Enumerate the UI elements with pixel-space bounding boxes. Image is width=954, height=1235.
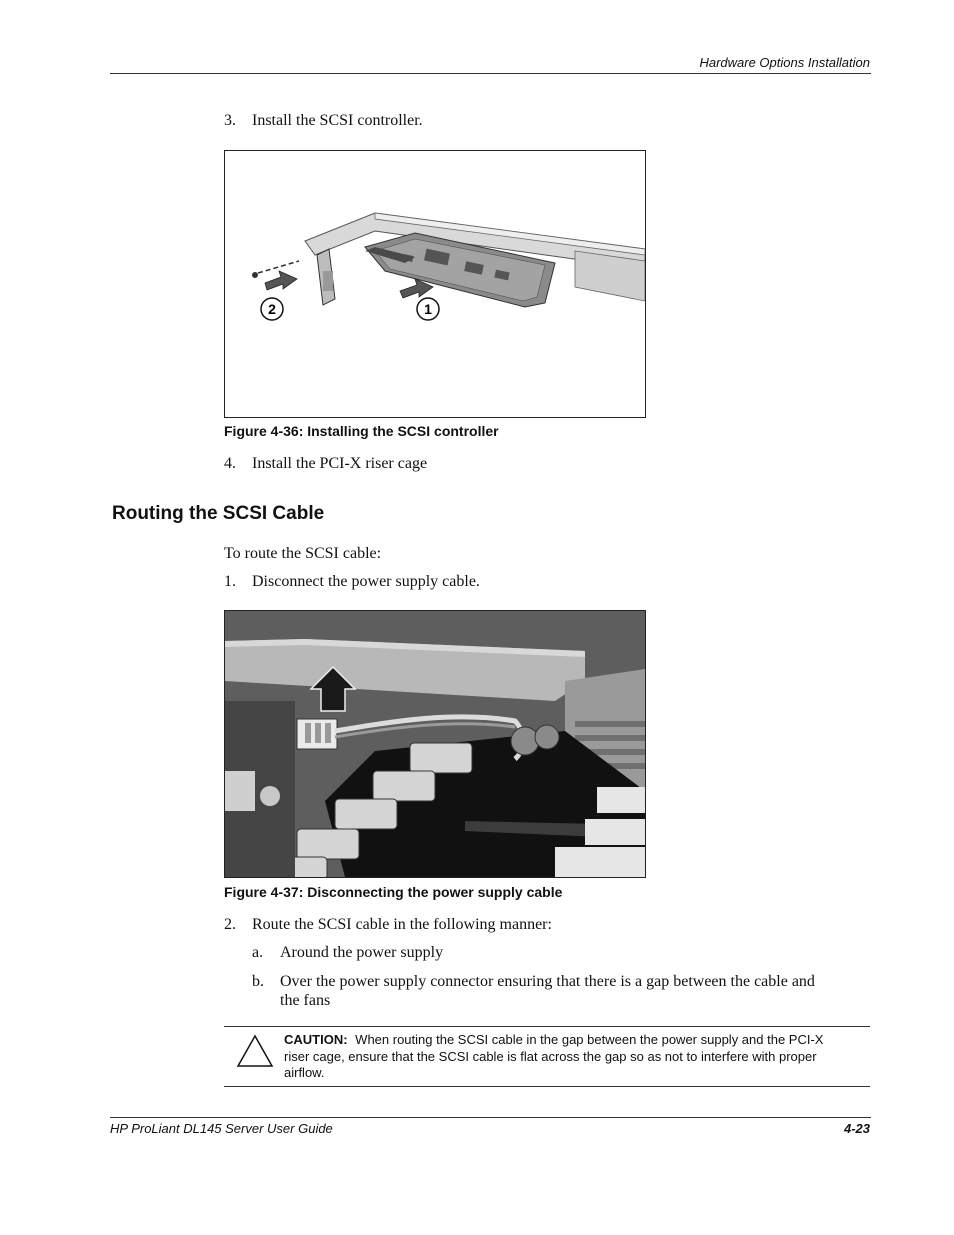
step-3 — [224, 112, 624, 132]
caution-label: CAUTION: — [284, 1032, 348, 1047]
figure-disconnecting-power-cable — [224, 610, 646, 878]
caution-line-2: riser cage, ensure that the SCSI cable is flat across the gap so as not to interfere with proper — [284, 1048, 817, 1064]
substep-a — [252, 944, 752, 964]
callout-1 — [417, 298, 439, 320]
step-number: 2. — [224, 916, 236, 933]
figure-installing-scsi-controller — [224, 150, 646, 418]
intro-text: To route the SCSI cable: — [224, 545, 382, 562]
step-number: 4. — [224, 455, 236, 472]
figure-caption-4-36: Figure 4-36: Installing the SCSI controller — [224, 423, 499, 439]
caution-note — [224, 1026, 870, 1087]
step-1 — [224, 573, 624, 593]
step-text: Install the SCSI controller. — [252, 112, 423, 129]
substep-text: Around the power supply — [280, 944, 444, 961]
section-intro — [224, 545, 624, 565]
header-rule — [110, 73, 871, 74]
substep-b — [252, 973, 862, 1013]
footer-rule — [110, 1117, 871, 1118]
substep-text-line-1: Over the power supply connector ensuring that there is a gap between the cable and — [280, 973, 815, 990]
substep-letter: b. — [252, 973, 264, 990]
step-4 — [224, 455, 624, 475]
caution-line-3: airflow. — [284, 1065, 325, 1080]
power-cable-photo — [225, 611, 645, 877]
footer-page-number: 4-23 — [843, 1121, 870, 1136]
caution-text — [284, 1032, 869, 1082]
callout-2 — [261, 298, 283, 320]
footer-guide-title: HP ProLiant DL145 Server User Guide — [110, 1121, 333, 1136]
caution-line-1: When routing the SCSI cable in the gap between the power supply and the PCI-X — [355, 1032, 824, 1047]
substep-letter: a. — [252, 944, 264, 961]
step-text: Route the SCSI cable in the following manner: — [252, 916, 552, 933]
substep-text-line-2: the fans — [280, 992, 331, 1009]
step-number: 1. — [224, 573, 236, 590]
svg-text:1: 1 — [424, 301, 432, 317]
step-number: 3. — [224, 112, 236, 129]
step-text: Install the PCI-X riser cage — [252, 455, 428, 472]
svg-text:2: 2 — [268, 301, 276, 317]
scsi-controller-illustration — [225, 151, 645, 417]
running-header: Hardware Options Installation — [699, 55, 870, 70]
step-text: Disconnect the power supply cable. — [252, 573, 480, 590]
section-heading: Routing the SCSI Cable — [112, 503, 325, 524]
warning-triangle-icon — [236, 1034, 274, 1068]
figure-caption-4-37: Figure 4-37: Disconnecting the power supply cable — [224, 884, 563, 900]
step-2 — [224, 916, 724, 936]
